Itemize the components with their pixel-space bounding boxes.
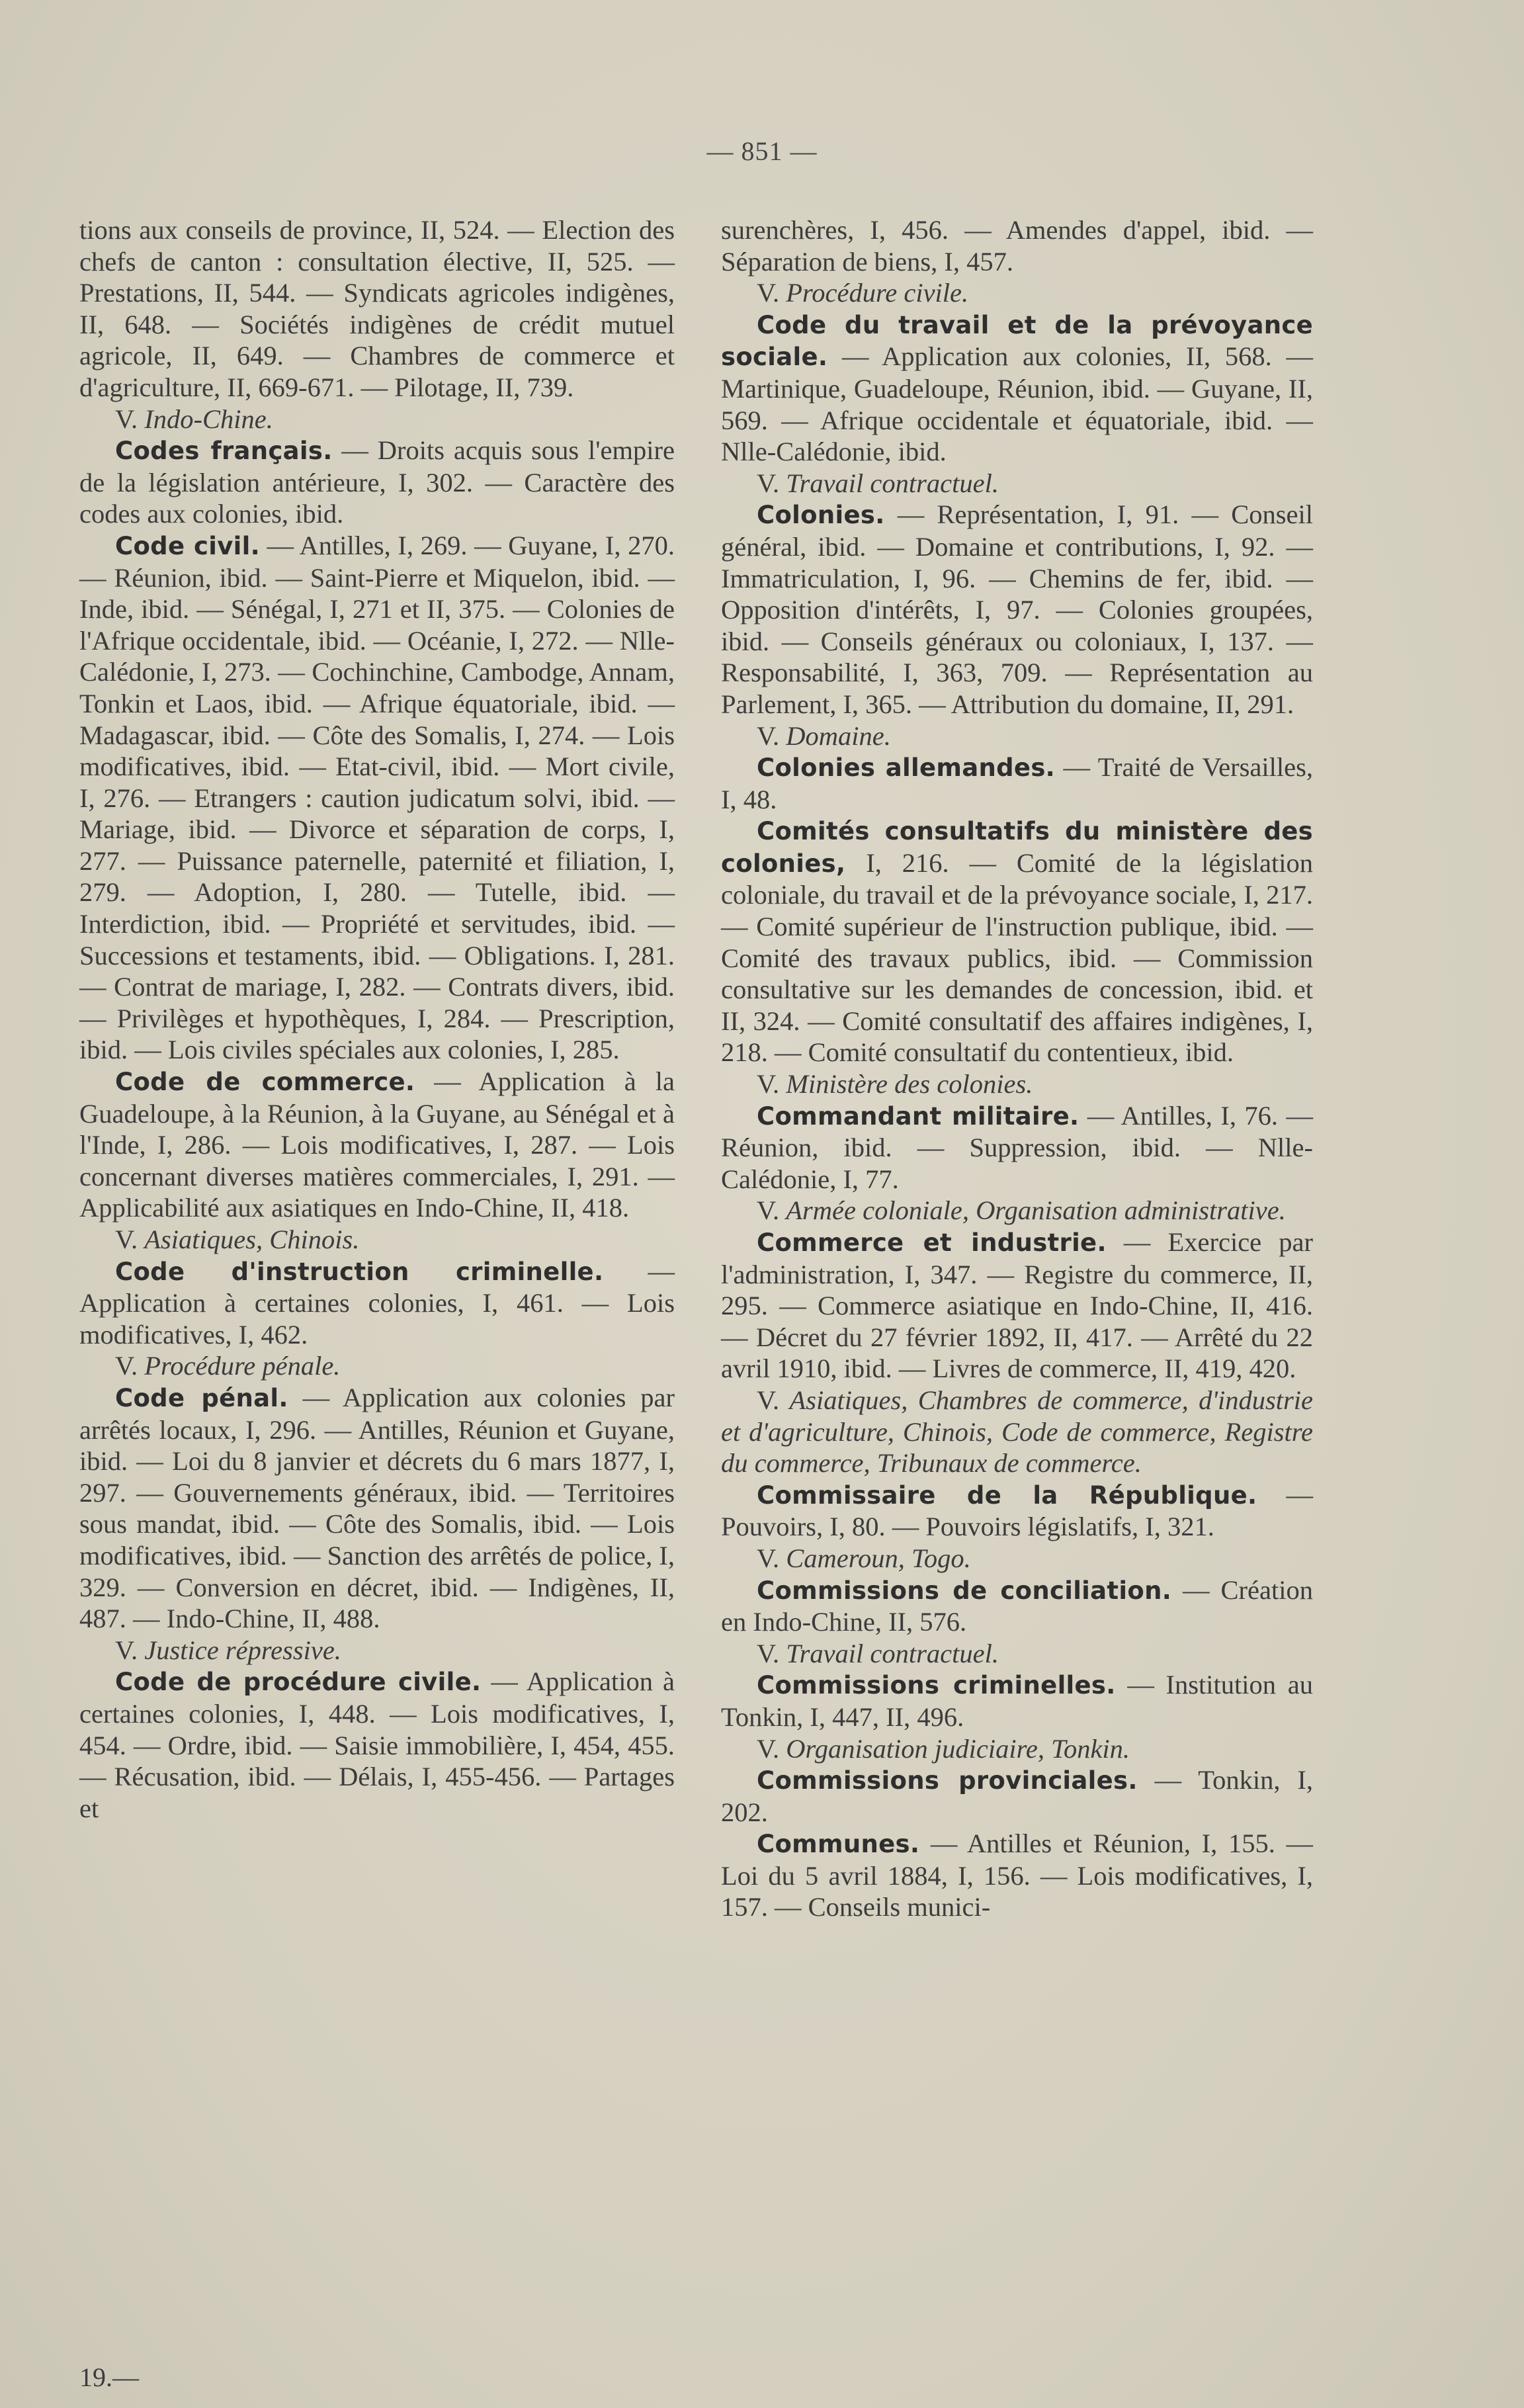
see-also-target: Asiatiques, Chinois. xyxy=(144,1225,360,1254)
index-entry xyxy=(721,1226,1313,1385)
index-entry xyxy=(721,1479,1313,1543)
entry-text: — Tonkin, I, 202. xyxy=(721,1765,1313,1827)
see-also-marker: V. xyxy=(115,1635,138,1665)
see-also-reference xyxy=(721,1733,1313,1765)
index-entry xyxy=(79,530,675,1066)
entry-heading: Code pénal. xyxy=(115,1383,288,1412)
index-entry xyxy=(79,1382,675,1635)
see-also-marker: V. xyxy=(757,1069,780,1099)
see-also-reference xyxy=(721,277,1313,309)
entry-text: surenchères, I, 456. — Amendes d'appel, ibid. — Séparation de biens, I, 457. xyxy=(721,215,1313,277)
see-also-target: Travail contractuel. xyxy=(786,1638,999,1668)
entry-heading: Code du travail et de la prévoyance sociale. xyxy=(721,310,1313,372)
see-also-target: Domaine. xyxy=(786,720,891,751)
entry-heading: Commissions criminelles. xyxy=(757,1671,1116,1700)
see-also-reference xyxy=(721,720,1313,752)
entry-heading: Colonies allemandes. xyxy=(757,753,1055,783)
index-entry xyxy=(721,1574,1313,1638)
see-also-reference xyxy=(79,1635,675,1666)
see-also-reference xyxy=(79,1224,675,1256)
entry-heading: Codes français. xyxy=(115,437,333,466)
entry-heading: Code d'instruction criminelle. xyxy=(115,1257,604,1286)
entry-text: — Création en Indo-Chine, II, 576. xyxy=(721,1574,1313,1637)
entry-text: — Application aux colonies, II, 568. — Martinique, Guadeloupe, Réunion, ibid. — Guyane, II, 569. — Afrique occidentale et équatoriale, ibid. — Nlle-Calédonie, ibid. xyxy=(721,341,1313,467)
signature-mark: 19.— xyxy=(79,2362,139,2392)
entry-heading: Commissaire de la République. xyxy=(757,1481,1257,1510)
entry-heading: Commerce et industrie. xyxy=(757,1228,1107,1257)
see-also-target: Procédure pénale. xyxy=(144,1351,341,1381)
entry-text: — Application à certaines colonies, I, 461. — Lois modificatives, I, 462. xyxy=(79,1256,675,1350)
entry-heading: Code de procédure civile. xyxy=(115,1668,482,1697)
see-also-marker: V. xyxy=(757,1638,780,1668)
index-entry xyxy=(721,1764,1313,1828)
index-entry xyxy=(721,309,1313,468)
index-entry-continuation xyxy=(721,214,1313,277)
entry-heading: Commandant militaire. xyxy=(757,1101,1080,1131)
see-also-marker: V. xyxy=(757,720,780,751)
index-entry xyxy=(721,1669,1313,1733)
see-also-reference xyxy=(721,1543,1313,1574)
entry-heading: Commissions provinciales. xyxy=(757,1766,1138,1795)
see-also-marker: V. xyxy=(757,278,780,308)
see-also-reference xyxy=(721,1195,1313,1226)
index-entry xyxy=(79,1066,675,1224)
entry-text: — Exercice par l'administration, I, 347. — Registre du commerce, II, 295. — Commerce asiatique en Indo-Chine, II, 416. — Décret du 27 février 1892, II, 417. — Arrêté du 22 avril 1910, ibid. — Livres de commerce, II, 419, 420. xyxy=(721,1227,1313,1384)
see-also-marker: V. xyxy=(757,1543,780,1573)
entry-text: — Droits acquis sous l'empire de la législation antérieure, I, 302. — Caractère des codes aux colonies, ibid. xyxy=(79,435,675,529)
page-number: — 851 — xyxy=(706,136,818,166)
see-also-target: Indo-Chine. xyxy=(144,404,273,434)
see-also-reference xyxy=(79,1350,675,1382)
see-also-marker: V. xyxy=(757,468,780,498)
entry-heading: Communes. xyxy=(757,1830,920,1859)
entry-text: — Traité de Versailles, I, 48. xyxy=(721,752,1313,814)
entry-text: — Application à certaines colonies, I, 448. — Lois modificatives, I, 454. — Ordre, ibid. — Saisie immobilière, I, 454, 455. — Récusation, ibid. — Délais, I, 455-456. — Partages et xyxy=(79,1666,675,1823)
see-also-marker: V. xyxy=(757,1733,780,1764)
see-also-target: Organisation judiciaire, Tonkin. xyxy=(786,1733,1130,1764)
see-also-reference xyxy=(721,1385,1313,1479)
entry-heading: Comités consultatifs du ministère des colonies, xyxy=(721,817,1313,878)
index-entry-continuation xyxy=(79,214,675,404)
see-also-target: Ministère des colonies. xyxy=(786,1069,1033,1099)
see-also-marker: V. xyxy=(115,404,138,434)
see-also-marker: V. xyxy=(115,1351,138,1381)
entry-text: — Pouvoirs, I, 80. — Pouvoirs législatifs, I, 321. xyxy=(721,1479,1314,1542)
entry-text: tions aux conseils de province, II, 524. — Election des chefs de canton : consultation élective, II, 525. — Prestations, II, 544. — Syndicats agricoles indigènes, II, 648. — Sociétés indigènes de crédit mutuel agricole, II, 649. — Chambres de commerce et d'agriculture, II, 669-671. — Pilotage, II, 739. xyxy=(79,215,675,402)
entry-text: — Antilles, I, 76. — Réunion, ibid. — Suppression, ibid. — Nlle-Calédonie, I, 77. xyxy=(721,1100,1313,1194)
entry-text: — Application à la Guadeloupe, à la Réunion, à la Guyane, au Sénégal et à l'Inde, I, 286. — Lois modificatives, I, 287. — Lois concernant diverses matières commerciales, I, 291. — Applicabilité aux asiatiques en Indo-Chine, II, 418. xyxy=(79,1066,675,1223)
index-entry xyxy=(79,1256,675,1351)
entry-text: — Antilles et Réunion, I, 155. — Loi du 5 avril 1884, I, 156. — Lois modificatives, I, 157. — Conseils munici- xyxy=(721,1828,1313,1922)
see-also-target: Asiatiques, Chambres de commerce, d'industrie et d'agriculture, Chinois, Code de commerce, Registre du commerce, Tribunaux de commerce. xyxy=(721,1385,1313,1479)
index-entry xyxy=(79,435,675,530)
see-also-marker: V. xyxy=(757,1195,780,1226)
see-also-reference xyxy=(721,468,1313,499)
index-entry xyxy=(721,752,1313,815)
entry-text: — Application aux colonies par arrêtés locaux, I, 296. — Antilles, Réunion et Guyane, ibid. — Loi du 8 janvier et décrets du 6 mars 1877, I, 297. — Gouvernements généraux, ibid. — Territoires sous mandat, ibid. — Côte des Somalis, ibid. — Lois modificatives, ibid. — Sanction des arrêtés de police, I, 329. — Conversion en décret, ibid. — Indigènes, II, 487. — Indo-Chine, II, 488. xyxy=(79,1382,675,1634)
index-entry xyxy=(721,1828,1313,1923)
see-also-target: Armée coloniale, Organisation administrative. xyxy=(786,1195,1286,1226)
entry-heading: Colonies. xyxy=(757,501,885,530)
left-column xyxy=(79,214,675,1824)
index-entry xyxy=(79,1666,675,1824)
see-also-reference xyxy=(721,1068,1313,1100)
entry-text: I, 216. — Comité de la législation coloniale, du travail et de la prévoyance sociale, I, 217. — Comité supérieur de l'instruction publique, ibid. — Comité des travaux publics, ibid. — Commission consultative sur les demandes de concession, ibid. et II, 324. — Comité consultatif des affaires indigènes, I, 218. — Comité consultatif du contentieux, ibid. xyxy=(721,847,1313,1068)
see-also-marker: V. xyxy=(757,1385,780,1415)
see-also-target: Cameroun, Togo. xyxy=(786,1543,971,1573)
index-entry xyxy=(721,499,1313,720)
entry-heading: Code civil. xyxy=(115,531,260,560)
right-column xyxy=(721,214,1313,1923)
index-entry xyxy=(721,1100,1313,1195)
see-also-target: Procédure civile. xyxy=(786,278,969,308)
entry-text: — Antilles, I, 269. — Guyane, I, 270. — Réunion, ibid. — Saint-Pierre et Miquelon, ibid. — Inde, ibid. — Sénégal, I, 271 et II, 375. — Colonies de l'Afrique occidentale, ibid. — Océanie, I, 272. — Nlle-Calédonie, I, 273. — Cochinchine, Cambodge, Annam, Tonkin et Laos, ibid. — Afrique équatoriale, ibid. — Madagascar, ibid. — Côte des Somalis, I, 274. — Lois modificatives, ibid. — Etat-civil, ibid. — Mort civile, I, 276. — Etrangers : caution judicatum solvi, ibid. — Mariage, ibid. — Divorce et séparation de corps, I, 277. — Puissance paternelle, paternité et filiation, I, 279. — Adoption, I, 280. — Tutelle, ibid. — Interdiction, ibid. — Propriété et servitudes, ibid. — Successions et testaments, ibid. — Obligations. I, 281. — Contrat de mariage, I, 282. — Contrats divers, ibid. — Privilèges et hypothèques, I, 284. — Prescription, ibid. — Lois civiles spéciales aux colonies, I, 285. xyxy=(79,530,675,1065)
see-also-reference xyxy=(721,1638,1313,1670)
see-also-target: Travail contractuel. xyxy=(786,468,999,498)
index-entry xyxy=(721,815,1313,1068)
see-also-marker: V. xyxy=(115,1225,138,1254)
entry-heading: Commissions de conciliation. xyxy=(757,1576,1172,1605)
entry-text: — Institution au Tonkin, I, 447, II, 496. xyxy=(721,1670,1313,1732)
see-also-reference xyxy=(79,404,675,435)
entry-heading: Code de commerce. xyxy=(115,1068,415,1097)
entry-text: — Représentation, I, 91. — Conseil général, ibid. — Domaine et contributions, I, 92. — Immatriculation, I, 96. — Chemins de fer, ibid. — Opposition d'intérêts, I, 97. — Colonies groupées, ibid. — Conseils généraux ou coloniaux, I, 137. — Responsabilité, I, 363, 709. — Représentation au Parlement, I, 365. — Attribution du domaine, II, 291. xyxy=(721,499,1313,719)
see-also-target: Justice répressive. xyxy=(144,1635,341,1665)
